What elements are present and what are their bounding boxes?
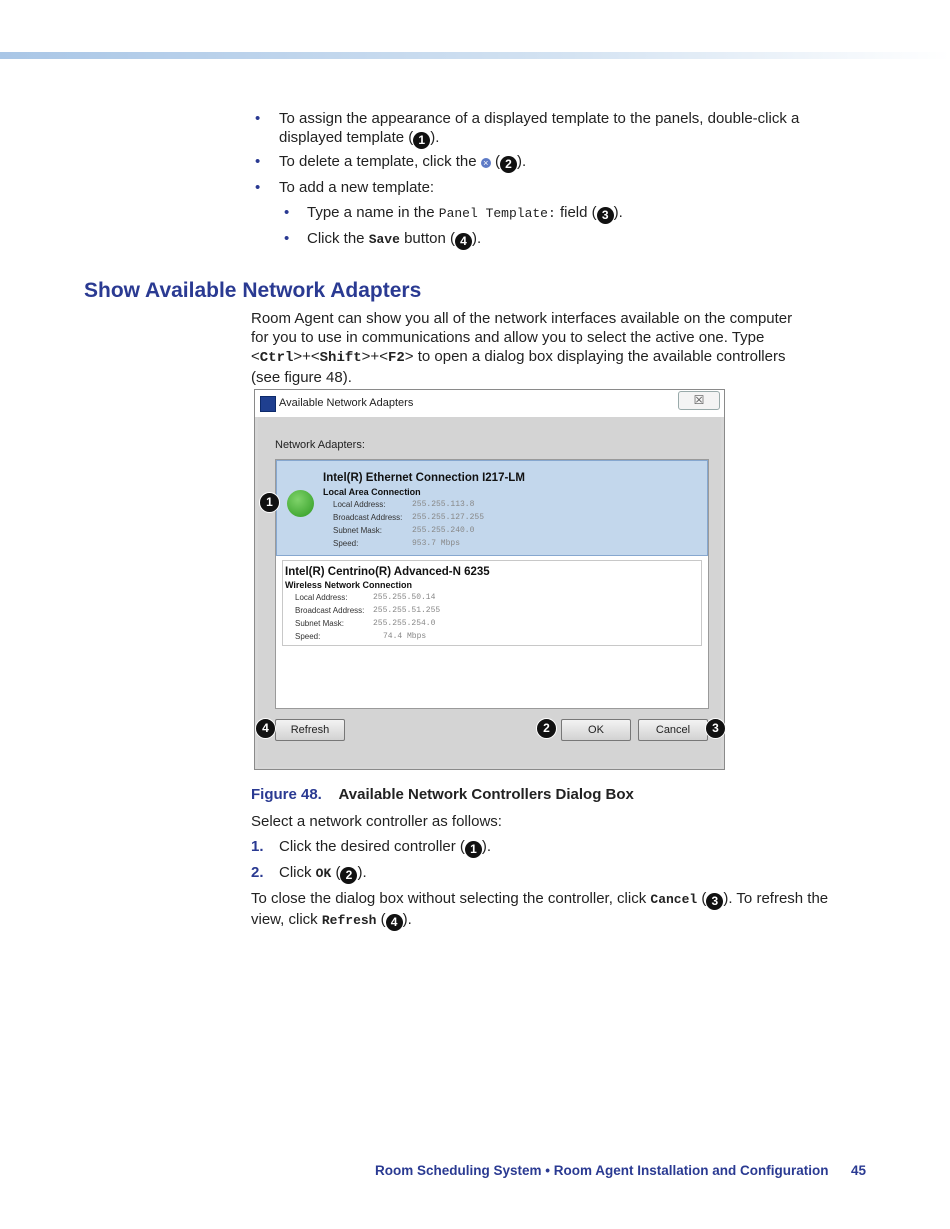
callout-3: 3 — [705, 718, 726, 739]
adapter-field-label: Subnet Mask: — [295, 619, 344, 628]
adapter-item-ethernet[interactable] — [276, 460, 708, 556]
sub-bullet-type-name: Type a name in the Panel Template: field ( 3 ). — [307, 204, 623, 222]
bullet-assign-template: To assign the appearance of a displayed template to the panels, double-click a displayed template ( 1 ). — [279, 110, 800, 147]
figure-caption: Figure 48. Available Network Controllers Dialog Box — [251, 786, 634, 803]
refresh-button[interactable]: Refresh — [275, 719, 345, 741]
callout-4: 4 — [255, 718, 276, 739]
bullet-delete-template: To delete a template, click the × ( 2 ). — [279, 153, 527, 171]
callout-2: 2 — [340, 867, 357, 884]
adapter-speed: 74.4 Mbps — [383, 632, 427, 641]
adapter-field-label: Broadcast Address: — [295, 606, 365, 615]
adapter-subnet-mask: 255.255.240.0 — [412, 526, 475, 535]
bullet-dot: • — [255, 153, 261, 170]
ok-button[interactable]: OK — [561, 719, 631, 741]
adapter-local-address: 255.255.50.14 — [373, 593, 436, 602]
adapter-field-label: Speed: — [295, 632, 321, 641]
callout-1: 1 — [259, 492, 280, 513]
check-icon — [287, 490, 314, 517]
adapter-list[interactable] — [275, 459, 709, 709]
callout-4: 4 — [386, 914, 403, 931]
callout-3: 3 — [706, 893, 723, 910]
callout-1: 1 — [465, 841, 482, 858]
app-icon — [260, 396, 276, 412]
sub-bullet-click-save: Click the Save button ( 4 ). — [307, 230, 482, 248]
network-adapters-dialog — [254, 389, 725, 770]
adapter-field-label: Speed: — [333, 539, 359, 548]
callout-3: 3 — [597, 207, 614, 224]
delete-icon: × — [481, 158, 491, 168]
header-bar — [0, 52, 950, 59]
adapter-name: Intel(R) Ethernet Connection I217-LM — [323, 472, 525, 484]
callout-2: 2 — [500, 156, 517, 173]
adapter-speed: 953.7 Mbps — [412, 539, 461, 548]
adapter-field-label: Subnet Mask: — [333, 526, 382, 535]
adapter-subnet-mask: 255.255.254.0 — [373, 619, 436, 628]
bullet-dot: • — [255, 179, 261, 196]
network-adapters-label: Network Adapters: — [275, 439, 365, 451]
adapter-connection: Wireless Network Connection — [285, 580, 412, 590]
callout-2: 2 — [536, 718, 557, 739]
step-number: 1. — [251, 838, 264, 855]
adapter-field-label: Local Address: — [333, 500, 386, 509]
adapter-name: Intel(R) Centrino(R) Advanced-N 6235 — [285, 566, 490, 578]
adapter-broadcast-address: 255.255.51.255 — [373, 606, 441, 615]
adapter-broadcast-address: 255.255.127.255 — [412, 513, 485, 522]
callout-1: 1 — [413, 132, 430, 149]
section-intro: Room Agent can show you all of the network interfaces available on the computer for you to use in communications and allow you to select the active one. Type <Ctrl>+<Shift>+<F2> to open a dialog box displaying the available controllers (see figure 48). — [251, 310, 793, 386]
step-2: Click OK ( 2 ). — [279, 864, 367, 882]
page-number: 45 — [850, 1163, 866, 1178]
adapter-local-address: 255.255.113.8 — [412, 500, 475, 509]
dialog-title: Available Network Adapters — [279, 397, 414, 409]
adapter-field-label: Local Address: — [295, 593, 348, 602]
dialog-body — [258, 417, 721, 767]
adapter-field-label: Broadcast Address: — [333, 513, 403, 522]
sub-bullet-dot: • — [284, 230, 290, 247]
sub-bullet-dot: • — [284, 204, 290, 221]
step-number: 2. — [251, 864, 264, 881]
close-button[interactable]: ☒ — [678, 391, 720, 410]
closing-paragraph: To close the dialog box without selecting the controller, click Cancel ( 3 ). To refresh the view, click Refresh ( 4 ). — [251, 890, 829, 929]
bullet-add-template: To add a new template: — [279, 179, 435, 196]
page-footer: Room Scheduling System • Room Agent Installation and Configuration 45 — [374, 1163, 866, 1178]
section-heading: Show Available Network Adapters — [84, 279, 422, 302]
steps-lead: Select a network controller as follows: — [251, 813, 502, 830]
callout-4: 4 — [455, 233, 472, 250]
bullet-dot: • — [255, 110, 261, 127]
adapter-item-wireless[interactable] — [282, 560, 702, 646]
step-1: Click the desired controller ( 1 ). — [279, 838, 492, 856]
cancel-button[interactable]: Cancel — [638, 719, 708, 741]
dialog-titlebar — [255, 390, 724, 417]
adapter-connection: Local Area Connection — [323, 487, 421, 497]
